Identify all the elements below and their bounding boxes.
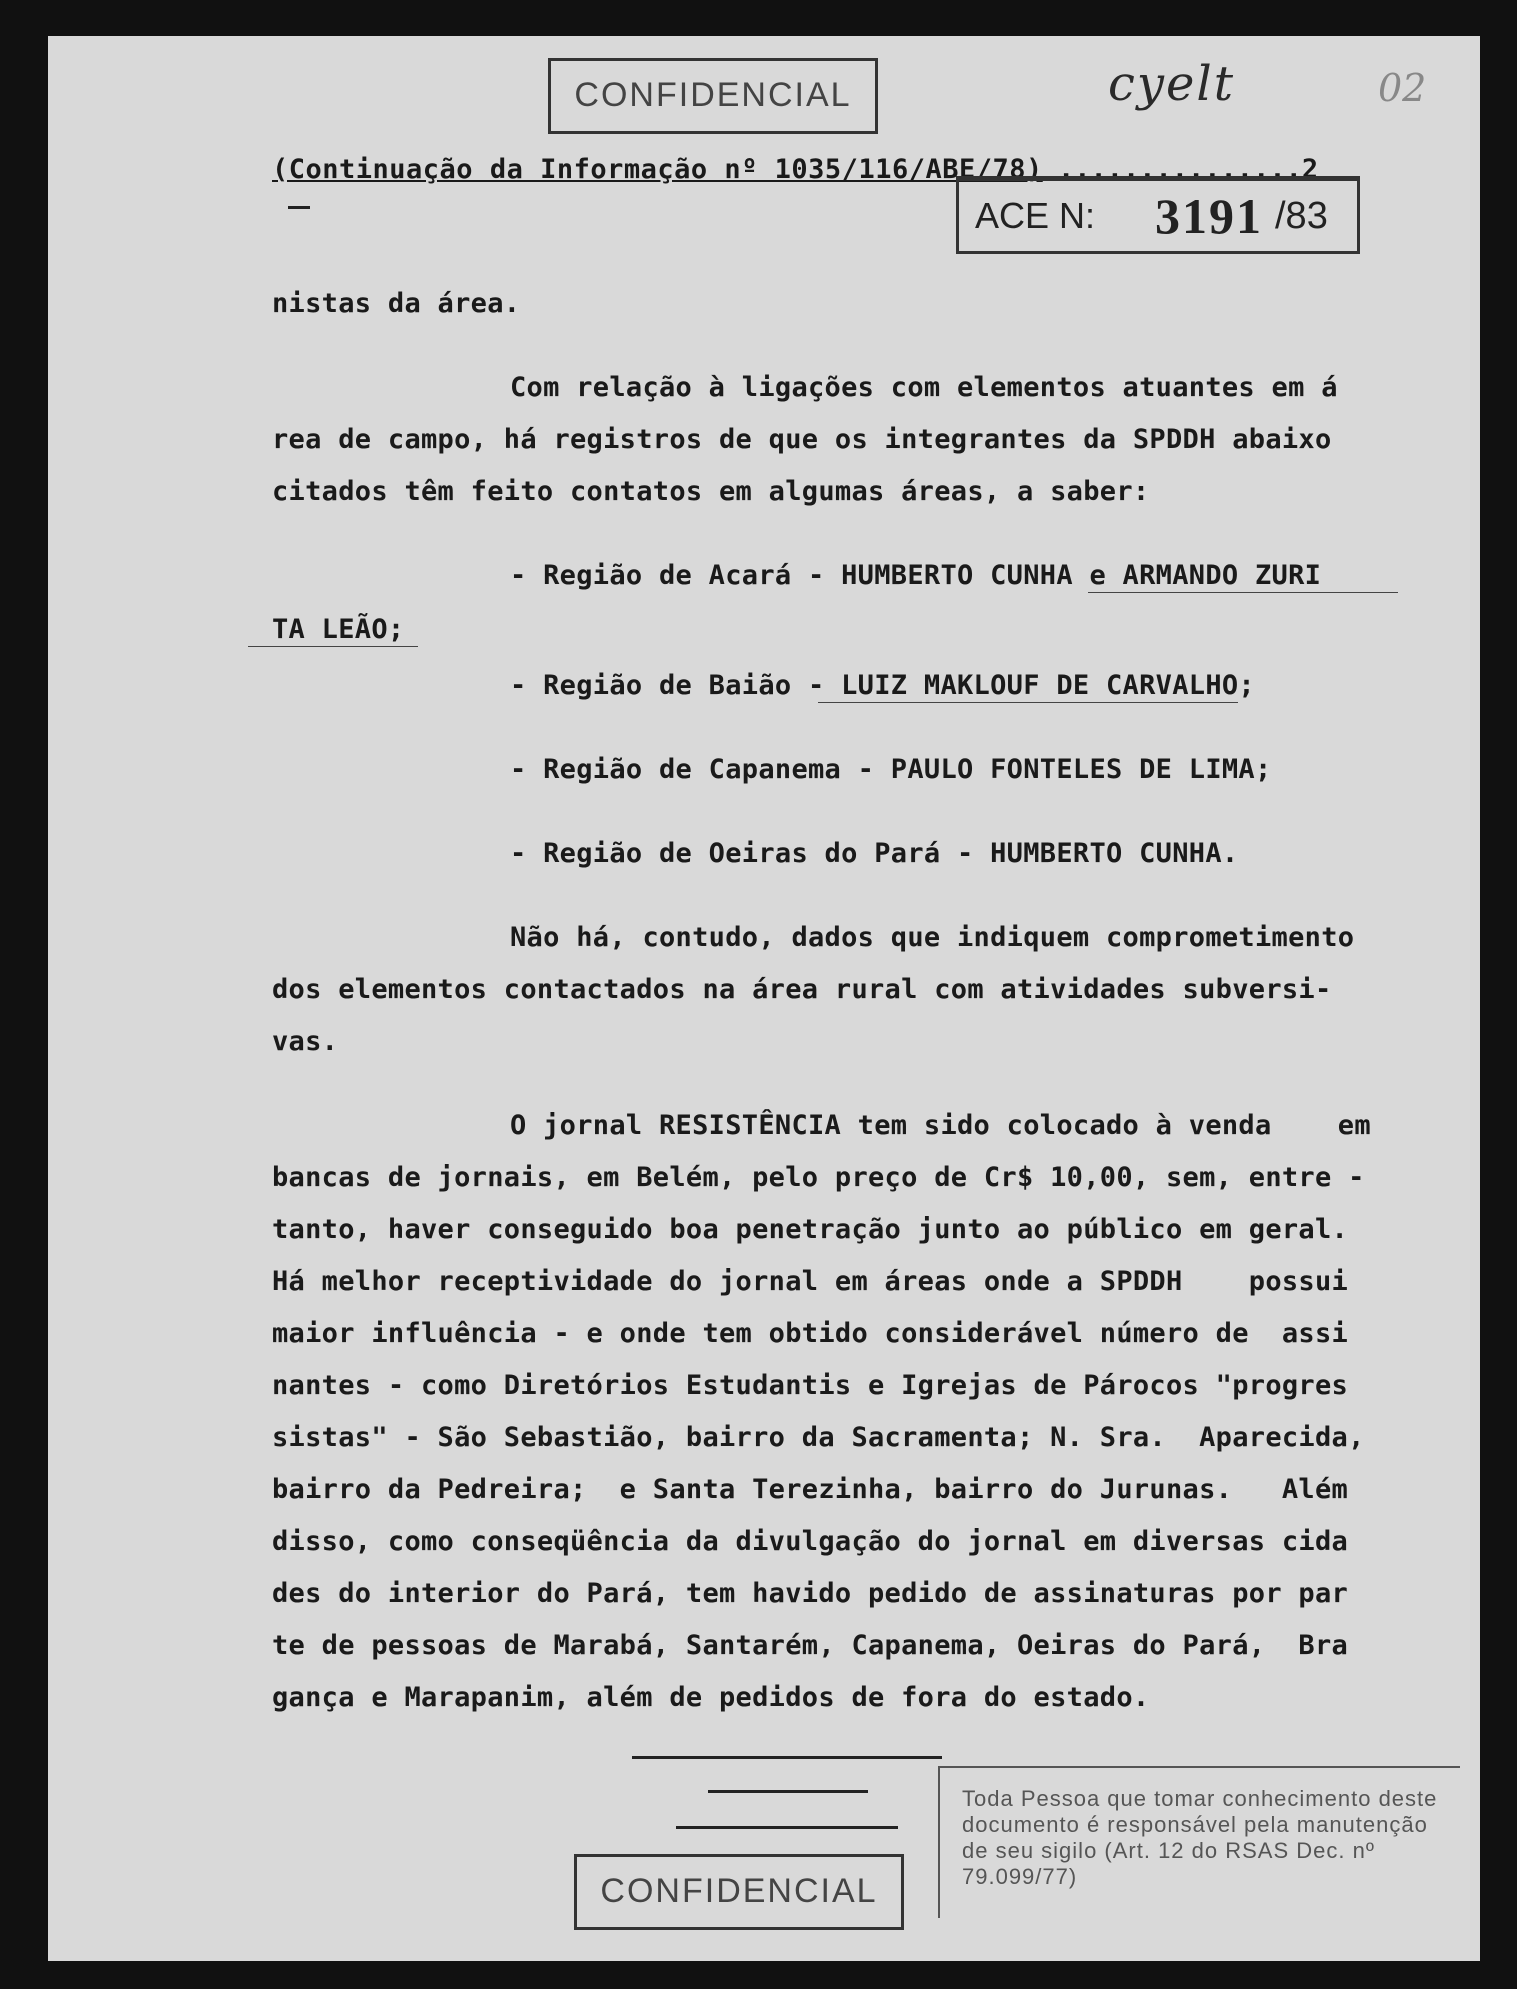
document-page [48,36,1480,1961]
header-page-number: ...............2 [1058,154,1319,185]
body-line: te de pessoas de Marabá, Santarém, Capanema, Oeiras do Pará, Bra [272,1630,1349,1661]
body-line: Não há, contudo, dados que indiquem comprometimento [510,922,1355,953]
region-item-baiao: - Região de Baião - LUIZ MAKLOUF DE CARVALHO; [510,670,1255,701]
body-line: nantes - como Diretórios Estudantis e Igrejas de Párocos "progres [272,1370,1349,1401]
body-line: rea de campo, há registros de que os integrantes da SPDDH abaixo [272,424,1332,455]
body-line: sistas" - São Sebastião, bairro da Sacramenta; N. Sra. Aparecida, [272,1422,1365,1453]
continuation-header: (Continuação da Informação nº 1035/116/ABE/78) [272,154,1043,185]
closing-rule-2 [708,1790,868,1793]
ace-label: ACE N: [975,195,1096,236]
ace-number: 3191 [1155,188,1263,244]
region-item-capanema: - Região de Capanema - PAULO FONTELES DE LIMA; [510,754,1272,785]
body-line: Há melhor receptividade do jornal em áreas onde a SPDDH possui [272,1266,1349,1297]
closing-rule-1 [632,1756,942,1759]
closing-rule-3 [676,1826,898,1829]
ace-suffix: /83 [1275,195,1328,237]
body-line: dos elementos contactados na área rural com atividades subversi- [272,974,1332,1005]
region-item-acara: - Região de Acará - HUMBERTO CUNHA e ARMANDO ZURI [510,560,1322,591]
body-line: bancas de jornais, em Belém, pelo preço de Cr$ 10,00, sem, entre - [272,1162,1365,1193]
confidential-stamp-top: CONFIDENCIAL [548,58,878,134]
body-line: nistas da área. [272,288,521,319]
region-item-acara-cont: TA LEÃO; [272,614,405,645]
underline [1088,592,1398,593]
confidential-stamp-bottom: CONFIDENCIAL [574,1854,904,1930]
secrecy-notice-text: Toda Pessoa que tomar conhecimento deste documento é responsável pela manutenção de seu sigilo (Art. 12 do RSAS Dec. nº 79.099/77) [962,1786,1438,1889]
ace-number-box [956,176,1360,254]
header-dash [288,206,310,209]
body-line: bairro da Pedreira; e Santa Terezinha, bairro do Jurunas. Além [272,1474,1349,1505]
body-line: disso, como conseqüência da divulgação do jornal em diversas cida [272,1526,1349,1557]
page-mark: 02 [1378,66,1427,110]
secrecy-notice-box [938,1766,1460,1918]
handwritten-mark: cyelt [1108,56,1236,112]
body-line: tanto, haver conseguido boa penetração junto ao público em geral. [272,1214,1349,1245]
body-line: citados têm feito contatos em algumas áreas, a saber: [272,476,1150,507]
body-line: des do interior do Pará, tem havido pedido de assinaturas por par [272,1578,1349,1609]
region-item-oeiras: - Região de Oeiras do Pará - HUMBERTO CUNHA. [510,838,1239,869]
body-line: gança e Marapanim, além de pedidos de fora do estado. [272,1682,1150,1713]
body-line: Com relação à ligações com elementos atuantes em á [510,372,1338,403]
body-line: O jornal RESISTÊNCIA tem sido colocado à venda em [510,1110,1371,1141]
body-line: maior influência - e onde tem obtido considerável número de assi [272,1318,1349,1349]
underline [818,702,1238,703]
underline [248,646,418,647]
body-line: vas. [272,1026,339,1057]
